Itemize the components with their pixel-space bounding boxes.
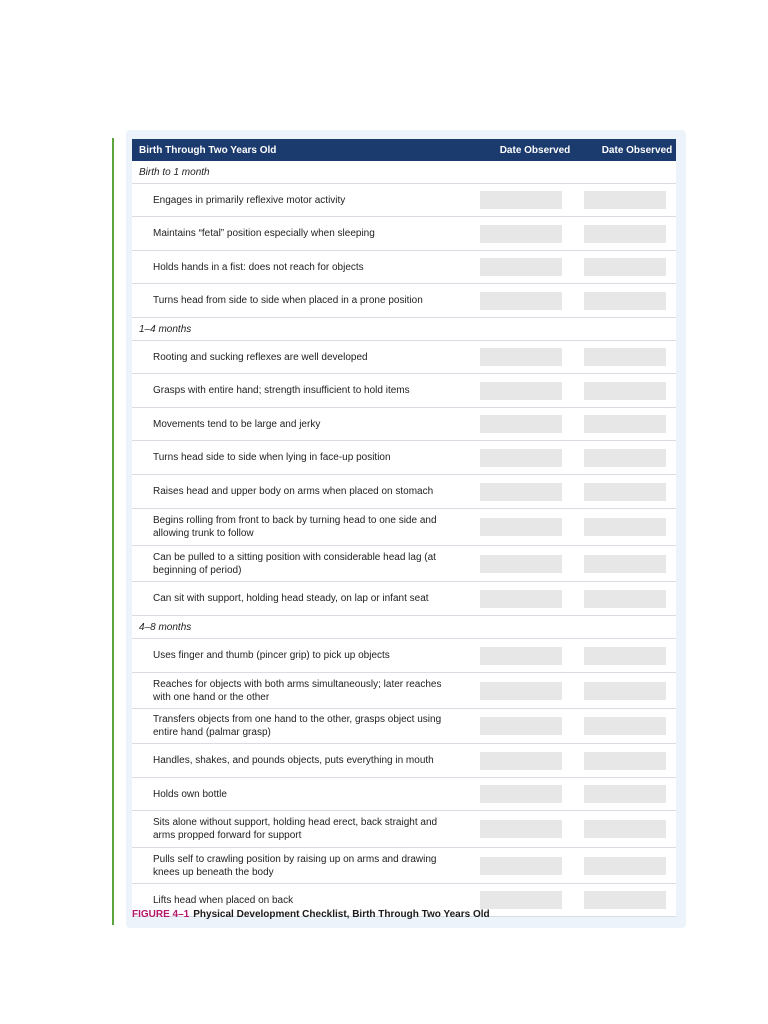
date-observed-field-1[interactable] bbox=[480, 382, 562, 400]
date-observed-field-1[interactable] bbox=[480, 682, 562, 700]
milestone-text: Maintains “fetal” position especially when sleeping bbox=[153, 228, 375, 239]
date-observed-field-1[interactable] bbox=[480, 820, 562, 838]
milestone-text: Begins rolling from front to back by turning head to one side and allowing trunk to follow bbox=[153, 515, 437, 539]
milestone-text: Pulls self to crawling position by raising up on arms and drawing knees up beneath the body bbox=[153, 853, 437, 878]
milestone-text: Uses finger and thumb (pincer grip) to pick up objects bbox=[153, 650, 390, 661]
date-observed-field-1[interactable] bbox=[480, 590, 562, 608]
checklist-row bbox=[132, 709, 676, 744]
date-observed-field-2[interactable] bbox=[584, 449, 666, 467]
date-observed-field-1[interactable] bbox=[480, 785, 562, 803]
milestone-text: Rooting and sucking reflexes are well developed bbox=[153, 351, 368, 363]
milestone-text: Engages in primarily reflexive motor activity bbox=[153, 194, 346, 206]
date-observed-field-2[interactable] bbox=[584, 348, 666, 366]
checklist-row bbox=[132, 374, 676, 408]
date-observed-field-2[interactable] bbox=[584, 752, 666, 770]
checklist-row bbox=[132, 778, 676, 811]
date-observed-field-2[interactable] bbox=[584, 647, 666, 665]
checklist-table bbox=[132, 139, 676, 917]
milestone-text: Movements tend to be large and jerky bbox=[153, 418, 321, 430]
checklist-row bbox=[132, 441, 676, 475]
figure-label: FIGURE 4–1 bbox=[132, 909, 190, 920]
date-observed-field-1[interactable] bbox=[480, 292, 562, 310]
checklist-row bbox=[132, 251, 676, 284]
date-observed-field-2[interactable] bbox=[584, 191, 666, 209]
date-observed-field-2[interactable] bbox=[584, 891, 666, 909]
milestone-text: Reaches for objects with both arms simultaneously; later reaches with one hand or the other bbox=[153, 678, 442, 703]
date-observed-field-1[interactable] bbox=[480, 225, 562, 243]
date-observed-field-1[interactable] bbox=[480, 449, 562, 467]
checklist-row bbox=[132, 546, 676, 582]
checklist-row bbox=[132, 217, 676, 251]
date-observed-field-2[interactable] bbox=[584, 682, 666, 700]
checklist-row bbox=[132, 341, 676, 374]
date-observed-field-1[interactable] bbox=[480, 518, 562, 536]
date-observed-field-2[interactable] bbox=[584, 415, 666, 433]
checklist-row bbox=[132, 408, 676, 441]
milestone-text: Can sit with support, holding head steady, on lap or infant seat bbox=[153, 593, 429, 604]
date-observed-field-2[interactable] bbox=[584, 518, 666, 536]
milestone-text: Sits alone without support, holding head erect, back straight and arms propped forward for support bbox=[153, 817, 438, 841]
margin-rule bbox=[112, 138, 114, 925]
header-date-observed-2: Date Observed bbox=[601, 144, 673, 156]
date-observed-field-1[interactable] bbox=[480, 555, 562, 573]
checklist-row bbox=[132, 509, 676, 546]
section-heading: 4–8 months bbox=[132, 616, 676, 639]
date-observed-field-2[interactable] bbox=[584, 555, 666, 573]
milestone-text: Handles, shakes, and pounds objects, puts everything in mouth bbox=[153, 755, 434, 766]
milestone-text: Raises head and upper body on arms when placed on stomach bbox=[153, 486, 434, 497]
date-observed-field-2[interactable] bbox=[584, 785, 666, 803]
date-observed-field-2[interactable] bbox=[584, 820, 666, 838]
date-observed-field-1[interactable] bbox=[480, 752, 562, 770]
checklist-row bbox=[132, 639, 676, 673]
checklist-row bbox=[132, 811, 676, 848]
date-observed-field-1[interactable] bbox=[480, 258, 562, 276]
figure-caption-text: Physical Development Checklist, Birth Through Two Years Old bbox=[193, 909, 490, 920]
figure-caption bbox=[132, 909, 490, 920]
date-observed-field-1[interactable] bbox=[480, 717, 562, 735]
checklist-row bbox=[132, 848, 676, 884]
checklist-row bbox=[132, 673, 676, 709]
table-body bbox=[132, 161, 676, 917]
date-observed-field-1[interactable] bbox=[480, 891, 562, 909]
milestone-text: Lifts head when placed on back bbox=[153, 894, 294, 906]
date-observed-field-2[interactable] bbox=[584, 382, 666, 400]
milestone-text: Turns head from side to side when placed in a prone position bbox=[153, 295, 423, 306]
milestone-text: Turns head side to side when lying in face-up position bbox=[153, 452, 391, 463]
milestone-text: Holds hands in a fist: does not reach for objects bbox=[153, 261, 364, 273]
section-heading: 1–4 months bbox=[132, 318, 676, 341]
header-title: Birth Through Two Years Old bbox=[139, 144, 277, 156]
checklist-row bbox=[132, 582, 676, 616]
date-observed-field-2[interactable] bbox=[584, 483, 666, 501]
milestone-text: Transfers objects from one hand to the other, grasps object using entire hand (palmar grasp) bbox=[153, 714, 442, 738]
milestone-text: Can be pulled to a sitting position with considerable head lag (at beginning of period) bbox=[153, 551, 436, 576]
date-observed-field-1[interactable] bbox=[480, 191, 562, 209]
checklist-row bbox=[132, 184, 676, 217]
header-date-observed-1: Date Observed bbox=[499, 144, 571, 156]
checklist-row bbox=[132, 284, 676, 318]
date-observed-field-2[interactable] bbox=[584, 258, 666, 276]
date-observed-field-2[interactable] bbox=[584, 225, 666, 243]
checklist-row bbox=[132, 475, 676, 509]
table-header bbox=[132, 139, 676, 161]
date-observed-field-2[interactable] bbox=[584, 717, 666, 735]
date-observed-field-1[interactable] bbox=[480, 857, 562, 875]
date-observed-field-2[interactable] bbox=[584, 857, 666, 875]
date-observed-field-2[interactable] bbox=[584, 590, 666, 608]
date-observed-field-1[interactable] bbox=[480, 647, 562, 665]
milestone-text: Holds own bottle bbox=[153, 788, 227, 800]
checklist-row bbox=[132, 744, 676, 778]
date-observed-field-1[interactable] bbox=[480, 483, 562, 501]
date-observed-field-2[interactable] bbox=[584, 292, 666, 310]
date-observed-field-1[interactable] bbox=[480, 415, 562, 433]
milestone-text: Grasps with entire hand; strength insufficient to hold items bbox=[153, 385, 410, 396]
date-observed-field-1[interactable] bbox=[480, 348, 562, 366]
section-heading: Birth to 1 month bbox=[132, 161, 676, 184]
